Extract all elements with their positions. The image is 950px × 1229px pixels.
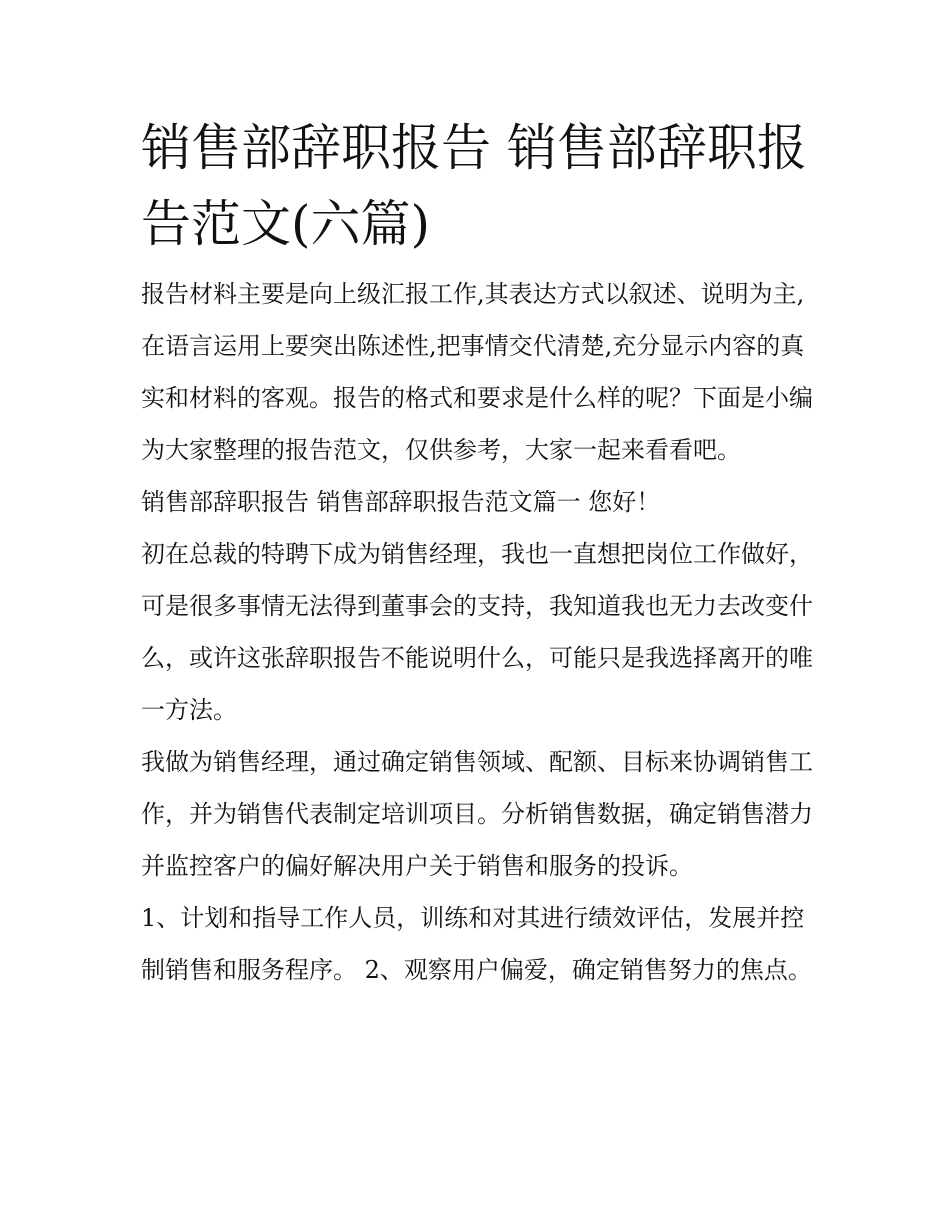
document-title: 销售部辞职报告 销售部辞职报告范文(六篇) — [141, 119, 807, 253]
section-heading-paragraph: 销售部辞职报告 销售部辞职报告范文篇一 您好！ — [141, 488, 661, 516]
document-page — [141, 110, 816, 996]
intro-paragraph: 报告材料主要是向上级汇报工作,其表达方式以叙述、说明为主,在语言运用上要突出陈述性,把事情交代清楚,充分显示内容的真实和材料的客观。报告的格式和要求是什么样的呢？下面是小编为大家整理的报告范文，仅供参考，大家一起来看看吧。 — [141, 280, 813, 464]
body-paragraph: 我做为销售经理，通过确定销售领域、配额、目标来协调销售工作，并为销售代表制定培训项目。分析销售数据，确定销售潜力并监控客户的偏好解决用户关于销售和服务的投诉。 — [141, 748, 813, 880]
list-paragraph: 1、计划和指导工作人员，训练和对其进行绩效评估，发展并控制销售和服务程序。 2、观察用户偏爱，确定销售努力的焦点。 — [141, 904, 812, 984]
body-paragraph: 初在总裁的特聘下成为销售经理，我也一直想把岗位工作做好，可是很多事情无法得到董事会的支持，我知道我也无力去改变什么，或许这张辞职报告不能说明什么，可能只是我选择离开的唯一方法。 — [141, 540, 813, 724]
